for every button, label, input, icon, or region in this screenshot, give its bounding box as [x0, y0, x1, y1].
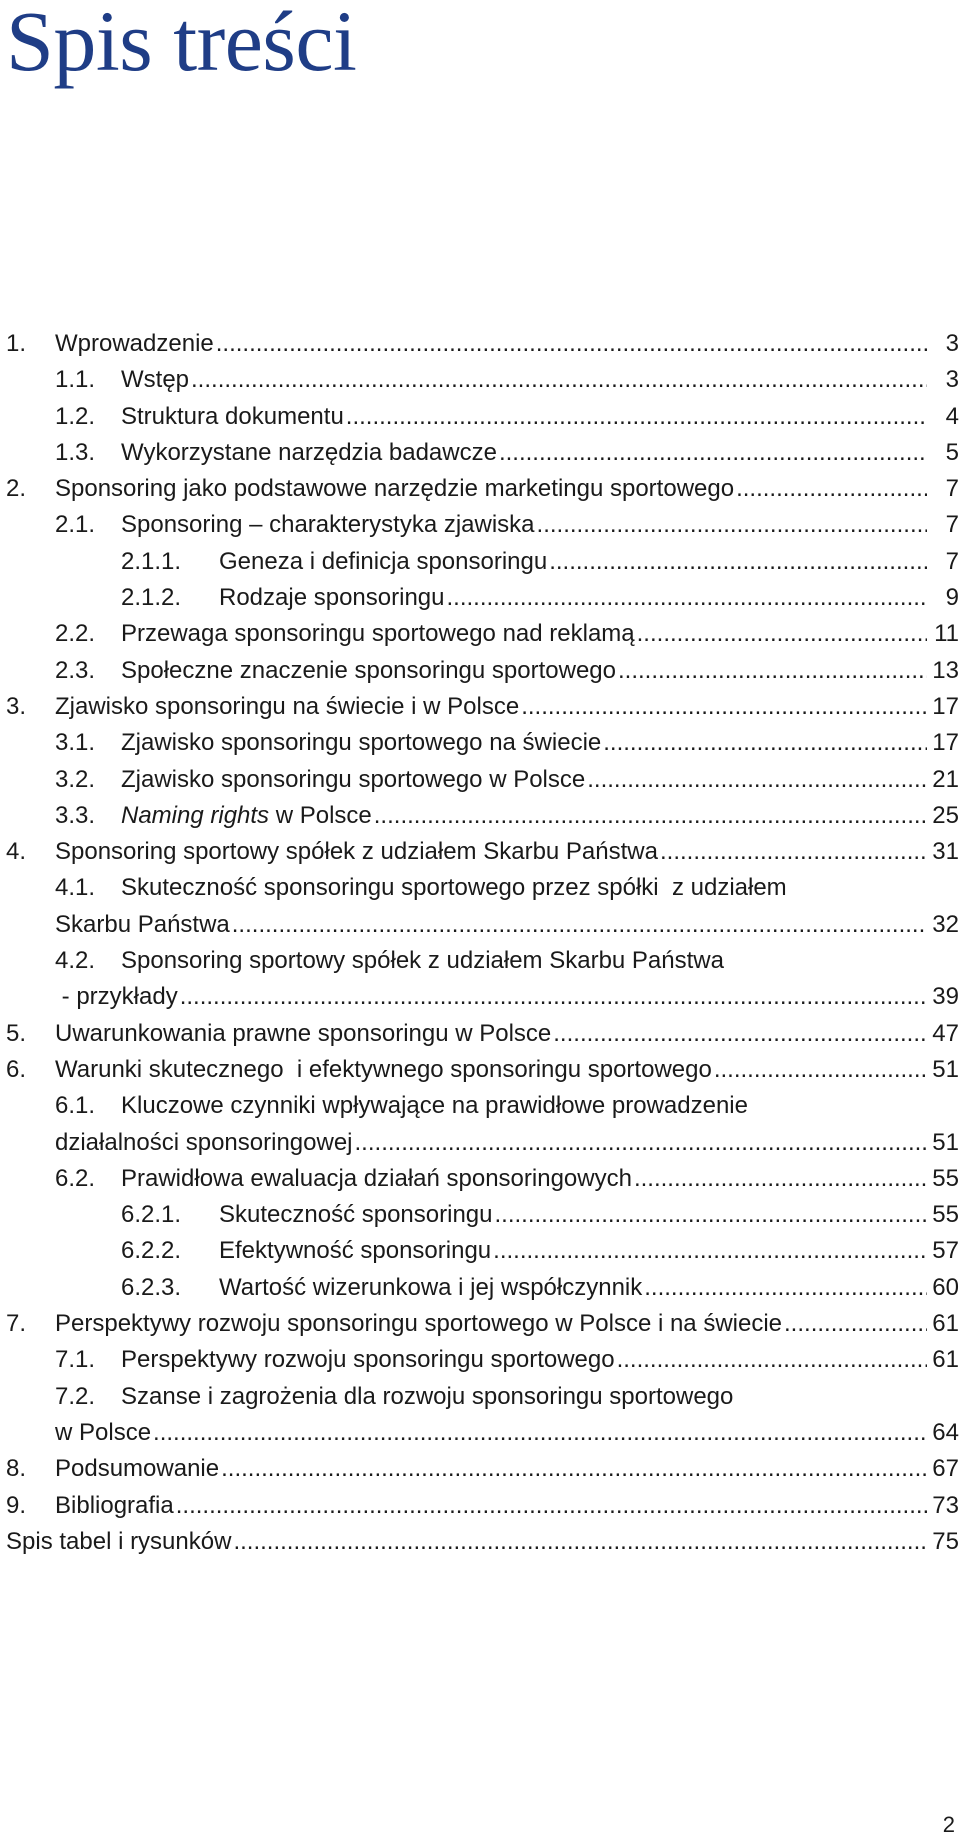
dot-leader [714, 1056, 927, 1084]
toc-title: Sponsoring jako podstawowe narzędzie marketingu sportowego [55, 475, 735, 503]
toc-number: 5. [6, 1019, 27, 1047]
toc-title: Podsumowanie [55, 1455, 220, 1483]
toc-title: Warunki skutecznego i efektywnego sponsoringu sportowego [55, 1055, 712, 1083]
toc-page: 5 [945, 438, 959, 466]
toc-number: 8. [6, 1455, 27, 1483]
toc-number: 4. [6, 838, 27, 866]
dot-leader [191, 366, 927, 394]
toc-entry-4[interactable] [6, 838, 959, 874]
toc-number: 2.1.1. [121, 547, 182, 575]
page-title: Spis treści [6, 0, 357, 89]
toc-title: Wykorzystane narzędzia badawcze [121, 438, 497, 466]
toc-page: 11 [934, 620, 959, 648]
toc-number: 2.2. [55, 620, 96, 648]
toc-number: 6.2.1. [121, 1201, 182, 1229]
toc-entry-6-1-cont[interactable] [6, 1129, 959, 1165]
toc-page: 73 [932, 1491, 959, 1519]
toc-number: 1.2. [55, 402, 96, 430]
toc-entry-7-1[interactable] [6, 1346, 959, 1382]
toc-entry-6-2[interactable] [6, 1165, 959, 1201]
dot-leader [493, 1237, 927, 1265]
toc-page: 55 [932, 1164, 959, 1192]
toc-page: 64 [932, 1418, 959, 1446]
dot-leader [603, 729, 927, 757]
dot-leader [553, 1020, 927, 1048]
toc-number: 6.2. [55, 1164, 96, 1192]
toc-entry-2-1-1[interactable] [6, 548, 959, 584]
toc-number: 6. [6, 1055, 27, 1083]
toc-title: Społeczne znaczenie sponsoringu sportowego [121, 656, 616, 684]
toc-entry-3-3[interactable] [6, 802, 959, 838]
toc-number: 2.1. [55, 511, 96, 539]
dot-leader [618, 657, 927, 685]
dot-leader [180, 983, 927, 1011]
toc-entry-7-2[interactable] [6, 1383, 959, 1419]
toc-number: 3.1. [55, 729, 96, 757]
toc-number: 4.1. [55, 874, 96, 902]
toc-title-continuation: działalności sponsoringowej [55, 1128, 353, 1156]
toc-title: Struktura dokumentu [121, 402, 344, 430]
toc-number: 2.3. [55, 656, 96, 684]
toc-page: 17 [932, 729, 959, 757]
toc-entry-2-2[interactable] [6, 620, 959, 656]
toc-number: 6.2.2. [121, 1237, 182, 1265]
toc-entry-9[interactable] [6, 1492, 959, 1528]
toc-title-italic: Naming rights [121, 801, 270, 829]
toc-page: 13 [932, 656, 959, 684]
toc-number: 3.2. [55, 765, 96, 793]
dot-leader [176, 1492, 927, 1520]
toc-number: 9. [6, 1491, 27, 1519]
toc-page: 7 [945, 547, 959, 575]
toc-page: 7 [945, 475, 959, 503]
toc-page: 61 [932, 1346, 959, 1374]
toc-entry-6[interactable] [6, 1056, 959, 1092]
toc-title: Skuteczność sponsoringu sportowego przez spółki z udziałem [121, 874, 787, 902]
toc-title: Efektywność sponsoringu [219, 1237, 492, 1265]
toc-title: Zjawisko sponsoringu sportowego w Polsce [121, 765, 586, 793]
toc-title-continuation: Skarbu Państwa [55, 910, 230, 938]
dot-leader [233, 1528, 927, 1556]
toc-entry-4-2[interactable] [6, 947, 959, 983]
toc-page: 4 [945, 402, 959, 430]
toc-page: 51 [932, 1128, 959, 1156]
toc-entry-2[interactable] [6, 475, 959, 511]
toc-entry-4-2-cont[interactable] [6, 983, 959, 1019]
toc-page: 31 [932, 838, 959, 866]
toc-page: 25 [932, 801, 959, 829]
toc-title: Sponsoring sportowy spółek z udziałem Skarbu Państwa [121, 947, 724, 975]
dot-leader [374, 802, 927, 830]
toc-title-continuation: - przykłady [55, 983, 178, 1011]
toc-entry-5[interactable] [6, 1020, 959, 1056]
dot-leader [521, 693, 927, 721]
dot-leader [355, 1129, 927, 1157]
toc-title: Spis tabel i rysunków [6, 1527, 232, 1555]
dot-leader [153, 1419, 927, 1447]
toc-entry-8[interactable] [6, 1455, 959, 1491]
toc-entry-1-1[interactable] [6, 366, 959, 402]
toc-number: 7.1. [55, 1346, 96, 1374]
toc-title: Zjawisko sponsoringu na świecie i w Polsce [55, 692, 520, 720]
toc-number: 7. [6, 1310, 27, 1338]
dot-leader [587, 766, 927, 794]
toc-title-continuation: w Polsce [55, 1418, 152, 1446]
dot-leader [660, 838, 927, 866]
toc-title: Kluczowe czynniki wpływające na prawidłowe prowadzenie [121, 1092, 748, 1120]
toc-number: 3. [6, 692, 27, 720]
toc-title: Rodzaje sponsoringu [219, 584, 445, 612]
toc-entry-1[interactable] [6, 330, 959, 366]
toc-title: Uwarunkowania prawne sponsoringu w Polsce [55, 1019, 552, 1047]
dot-leader [637, 620, 927, 648]
toc-title: Wstęp [121, 366, 190, 394]
toc-title: Sponsoring sportowy spółek z udziałem Skarbu Państwa [55, 838, 658, 866]
dot-leader [644, 1274, 927, 1302]
page-number: 2 [942, 1812, 955, 1837]
dot-leader [495, 1201, 928, 1229]
toc-number: 7.2. [55, 1382, 96, 1410]
dot-leader [634, 1165, 927, 1193]
toc-page: 21 [932, 765, 959, 793]
toc-page: 51 [932, 1055, 959, 1083]
dot-leader [216, 330, 927, 358]
toc-title: Sponsoring – charakterystyka zjawiska [121, 511, 535, 539]
toc-title: Wartość wizerunkowa i jej współczynnik [219, 1273, 643, 1301]
toc-page: 57 [932, 1237, 959, 1265]
toc-entry-2-3[interactable] [6, 657, 959, 693]
toc-title: Skuteczność sponsoringu [219, 1201, 493, 1229]
toc-entry-4-1-cont[interactable] [6, 911, 959, 947]
table-of-contents [6, 330, 959, 1564]
toc-entry-1-2[interactable] [6, 403, 959, 439]
toc-entry-6-2-1[interactable] [6, 1201, 959, 1237]
toc-number: 2. [6, 475, 27, 503]
toc-number: 6.2.3. [121, 1273, 182, 1301]
toc-entry-1-3[interactable] [6, 439, 959, 475]
toc-number: 1.3. [55, 438, 96, 466]
dot-leader [784, 1310, 927, 1338]
toc-title: Szanse i zagrożenia dla rozwoju sponsoringu sportowego [121, 1382, 734, 1410]
toc-title: Bibliografia [55, 1491, 174, 1519]
toc-page: 55 [932, 1201, 959, 1229]
dot-leader [537, 511, 927, 539]
toc-entry-3-1[interactable] [6, 729, 959, 765]
toc-page: 61 [932, 1310, 959, 1338]
toc-page: 9 [945, 584, 959, 612]
toc-title: Prawidłowa ewaluacja działań sponsoringowych [121, 1164, 632, 1192]
toc-entry-6-2-2[interactable] [6, 1237, 959, 1273]
dot-leader [617, 1346, 927, 1374]
toc-entry-6-1[interactable] [6, 1092, 959, 1128]
toc-number: 4.2. [55, 947, 96, 975]
dot-leader [736, 475, 927, 503]
dot-leader [346, 403, 927, 431]
toc-title: Wprowadzenie [55, 330, 214, 357]
toc-number: 1. [6, 330, 27, 357]
toc-number: 6.1. [55, 1092, 96, 1120]
toc-entry-7[interactable] [6, 1310, 959, 1346]
toc-entry-6-2-3[interactable] [6, 1274, 959, 1310]
toc-entry-7-2-cont[interactable] [6, 1419, 959, 1455]
toc-number: 1.1. [55, 366, 96, 394]
toc-title: Geneza i definicja sponsoringu [219, 547, 548, 575]
toc-title: Perspektywy rozwoju sponsoringu sportowego [121, 1346, 615, 1374]
toc-title: Perspektywy rozwoju sponsoringu sportowego w Polsce i na świecie [55, 1310, 783, 1338]
toc-title: Przewaga sponsoringu sportowego nad reklamą [121, 620, 635, 648]
toc-page: 3 [945, 330, 959, 357]
toc-page: 60 [932, 1273, 959, 1301]
toc-entry-3-2[interactable] [6, 766, 959, 802]
toc-page: 39 [932, 983, 959, 1011]
toc-page: 47 [932, 1019, 959, 1047]
toc-title-rest: w Polsce [269, 801, 372, 829]
toc-page: 3 [945, 366, 959, 394]
toc-entry-4-1[interactable] [6, 874, 959, 910]
dot-leader [232, 911, 927, 939]
toc-entry-2-1-2[interactable] [6, 584, 959, 620]
dot-leader [446, 584, 927, 612]
toc-number: 3.3. [55, 801, 96, 829]
toc-page: 67 [932, 1455, 959, 1483]
toc-page: 7 [945, 511, 959, 539]
toc-title: Zjawisko sponsoringu sportowego na świecie [121, 729, 602, 757]
dot-leader [221, 1455, 927, 1483]
toc-page: 32 [932, 910, 959, 938]
toc-entry-list-of-tables[interactable] [6, 1528, 959, 1564]
toc-entry-2-1[interactable] [6, 511, 959, 547]
toc-page: 75 [932, 1527, 959, 1555]
dot-leader [499, 439, 927, 467]
toc-title [121, 802, 372, 830]
dot-leader [549, 548, 927, 576]
toc-page: 17 [932, 692, 959, 720]
toc-number: 2.1.2. [121, 584, 182, 612]
toc-entry-3[interactable] [6, 693, 959, 729]
